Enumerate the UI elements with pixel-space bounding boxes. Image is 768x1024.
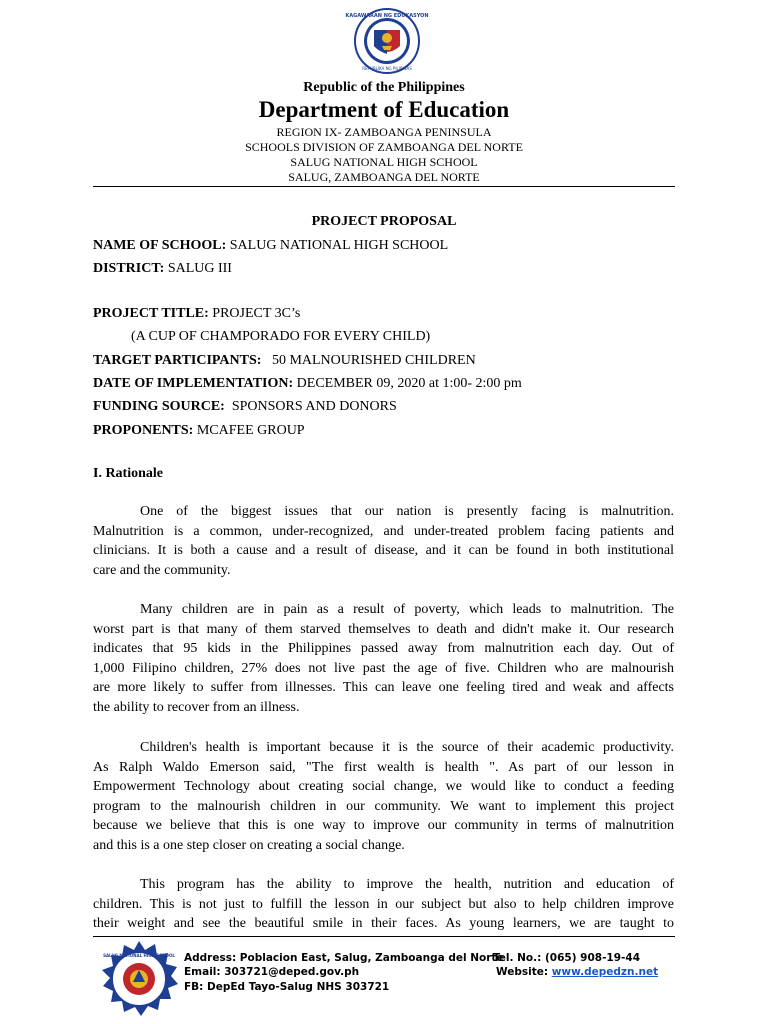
footer-address: Address: Poblacion East, Salug, Zamboanga del Norte <box>184 952 504 964</box>
district-label: DISTRICT: <box>93 261 165 276</box>
paragraph-line: 1,000 Filipino children, 27% does not live past the age of five. Children who are malnourish <box>93 660 674 676</box>
rationale-paragraph-2 <box>93 600 674 717</box>
paragraph-line: their weight and see the beautiful smile in their faces. As young learners, we are taught to <box>93 916 674 931</box>
website-label: Website: <box>496 966 552 978</box>
proponents-label: PROPONENTS: <box>93 423 194 438</box>
school-value: SALUG NATIONAL HIGH SCHOOL <box>226 238 449 253</box>
paragraph-line: clinicians. It is both a cause and a result of disease, and it can be found in both institutional <box>93 543 674 558</box>
rationale-heading: I. Rationale <box>93 466 163 481</box>
paragraph-line: Many children are in pain as a result of poverty, which leads to malnutrition. The <box>140 602 674 617</box>
republic-heading: Republic of the Philippines <box>303 80 465 95</box>
paragraph-line: indicates that 95 kids in the Philippines passed away from malnutrition each day. Out of <box>93 641 674 656</box>
paragraph-line: worst part is that many of them starved themselves to death and didn't make it. Our research <box>93 621 674 637</box>
header-line-school: SALUG NATIONAL HIGH SCHOOL <box>290 155 478 169</box>
header-line-region: REGION IX- ZAMBOANGA PENINSULA <box>276 125 492 139</box>
participants-label: TARGET PARTICIPANTS: <box>93 353 262 368</box>
school-logo-text: SALUG NATIONAL HIGH SCHOOL <box>103 953 175 958</box>
footer-tel: Tel. No.: (065) 908-19-44 <box>493 952 641 964</box>
website-link[interactable]: www.depedzn.net <box>551 966 659 978</box>
project-title-label: PROJECT TITLE: <box>93 306 209 321</box>
paragraph-line: because we believe that this is one way to improve our community in terms of malnutrition <box>93 818 674 833</box>
header-divider <box>93 186 675 187</box>
funding-field <box>93 399 397 415</box>
project-title-field <box>93 306 300 322</box>
project-title-value: PROJECT 3C’s <box>208 306 301 321</box>
rationale-paragraph-3 <box>93 738 674 855</box>
district-field <box>93 261 232 277</box>
seal-bottom-text: REPUBLIKA NG PILIPINAS <box>362 66 412 71</box>
rationale-paragraph-1 <box>93 502 674 580</box>
paragraph-line: Empowerment Technology about creating social change, we would like to conduct a feeding <box>93 779 674 794</box>
school-logo <box>100 940 178 1018</box>
participants-field <box>93 353 476 369</box>
district-value: SALUG III <box>164 261 232 276</box>
paragraph-line: One of the biggest issues that our nation is presently facing is malnutrition. <box>140 504 674 519</box>
participants-value: 50 MALNOURISHED CHILDREN <box>261 353 476 368</box>
paragraph-line: care and the community. <box>93 562 231 578</box>
proponents-value: MCAFEE GROUP <box>193 423 305 438</box>
header-line-address: SALUG, ZAMBOANGA DEL NORTE <box>288 170 480 184</box>
paragraph-line: the ability to recover from an illness. <box>93 699 300 715</box>
header-line-division: SCHOOLS DIVISION OF ZAMBOANGA DEL NORTE <box>245 140 523 154</box>
deped-seal-logo <box>345 8 429 74</box>
funding-value: SPONSORS AND DONORS <box>224 399 397 414</box>
paragraph-line: Children's health is important because it is the source of their academic productivity. <box>140 740 674 755</box>
project-subtitle: (A CUP OF CHAMPORADO FOR EVERY CHILD) <box>131 329 431 344</box>
proposal-title: PROJECT PROPOSAL <box>311 214 457 229</box>
paragraph-line: Malnutrition is a common, under-recognized, and under-treated problem facing patients and <box>93 523 674 539</box>
footer-website <box>496 966 658 978</box>
paragraph-line: and this is a one step closer on creating a social change. <box>93 837 405 853</box>
footer-fb: FB: DepEd Tayo-Salug NHS 303721 <box>184 981 390 993</box>
date-field <box>93 376 522 392</box>
funding-label: FUNDING SOURCE: <box>93 399 225 414</box>
school-field <box>93 238 448 254</box>
seal-top-text: KAGAWARAN NG EDUKASYON <box>345 13 429 19</box>
paragraph-line: This program has the ability to improve the health, nutrition and education of <box>140 877 674 892</box>
paragraph-line: As Ralph Waldo Emerson said, "The first wealth is health ". As part of our lesson in <box>93 759 674 775</box>
paragraph-line: are more likely to suffer from illnesses. This can leave one feeling tired and weak and affects <box>93 680 674 695</box>
date-label: DATE OF IMPLEMENTATION: <box>93 376 294 391</box>
footer-divider <box>93 936 675 937</box>
date-value: DECEMBER 09, 2020 at 1:00- 2:00 pm <box>293 376 522 391</box>
proponents-field <box>93 423 305 439</box>
paragraph-line: children. This is not just to fulfill the lesson in our subject but also to help children improve <box>93 896 674 912</box>
paragraph-line: program to the malnourish children in our community. We want to implement this project <box>93 798 674 814</box>
department-heading: Department of Education <box>258 97 510 122</box>
rationale-paragraph-4 <box>93 875 674 934</box>
school-label: NAME OF SCHOOL: <box>93 238 227 253</box>
footer-email[interactable]: Email: 303721@deped.gov.ph <box>184 966 360 978</box>
